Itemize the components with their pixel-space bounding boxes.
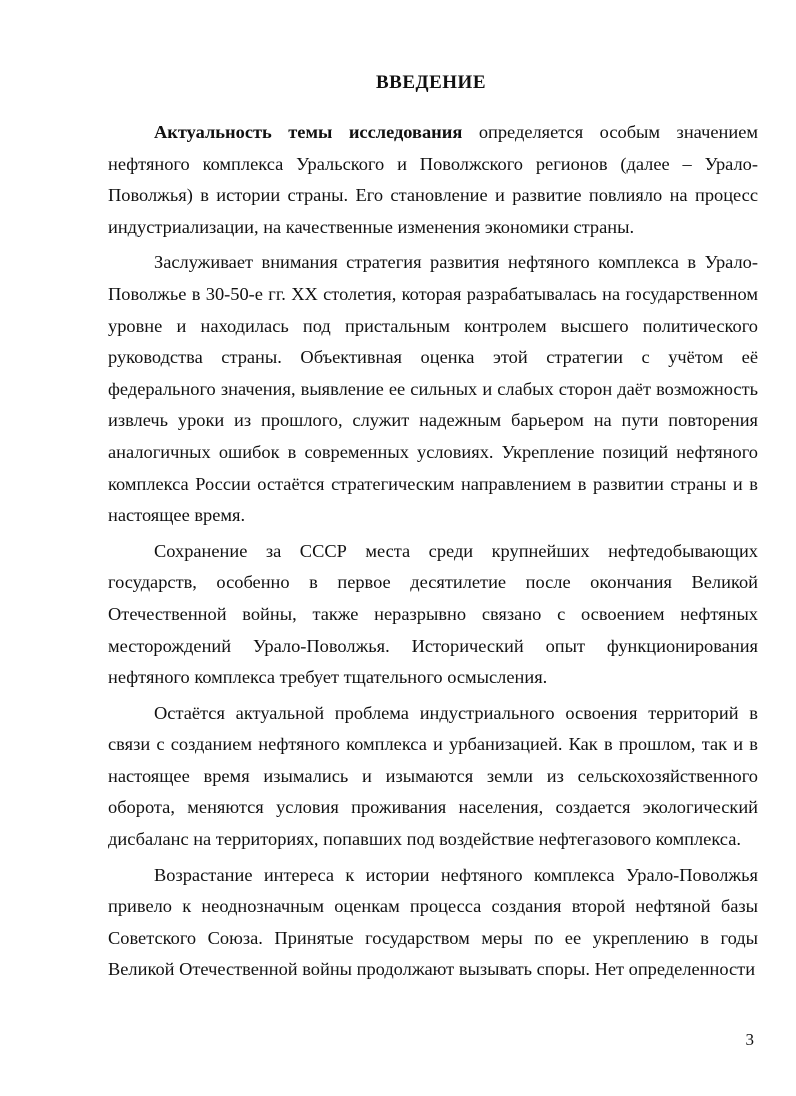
paragraph-2 (108, 247, 758, 531)
paragraph-4 (108, 698, 758, 856)
page-number: 3 (745, 1030, 754, 1049)
paragraph-3 (108, 536, 758, 694)
paragraph-text: Заслуживает внимания стратегия развития нефтяного комплекса в Урало-Поволжье в 30-50-е гг. XX столетия, которая разрабатывалась на государственном уровне и находилась под пристальным контролем высшего политического руководства страны. Объективная оценка этой стратегии с учётом её федерального значения, выявление ее сильных и слабых сторон даёт возможность извлечь уроки из прошлого, служит надежным барьером на пути повторения аналогичных ошибок в современных условиях. Укрепление позиций нефтяного комплекса России остаётся стратегическим направлением в развитии страны и в настоящее время. (108, 252, 758, 526)
paragraph-text: Сохранение за СССР места среди крупнейших нефтедобывающих государств, особенно в первое десятилетие после окончания Великой Отечественной войны, также неразрывно связано с освоением нефтяных месторождений Урало-Поволжья. Исторический опыт функционирования нефтяного комплекса требует тщательного осмысления. (108, 540, 758, 688)
paragraph-lead: Актуальность темы исследования (154, 122, 463, 142)
paragraph-text: Возрастание интереса к истории нефтяного комплекса Урало-Поволжья привело к неоднозначным оценкам процесса создания второй нефтяной базы Советского Союза. Принятые государством меры по ее укреплению в годы Великой Отечественной войны продолжают вызывать споры. Нет определенности (108, 864, 758, 980)
paragraph-5 (108, 860, 758, 986)
page-title: ВВЕДЕНИЕ (376, 72, 486, 93)
paragraph-text: определяется особым значением нефтяного комплекса Уральского и Поволжского регионов (далее – Урало-Поволжья) в истории страны. Его становление и развитие повлияло на процесс индустриализации, на качественные изменения экономики страны. (108, 122, 758, 237)
paragraph-text: Остаётся актуальной проблема индустриального освоения территорий в связи с созданием нефтяного комплекса и урбанизацией. Как в прошлом, так и в настоящее время изымались и изымаются земли из сельскохозяйственного оборота, меняются условия проживания населения, создается экологический дисбаланс на территориях, попавших под воздействие нефтегазового комплекса. (108, 702, 758, 850)
body-text (108, 117, 758, 986)
paragraph-1 (108, 117, 758, 243)
